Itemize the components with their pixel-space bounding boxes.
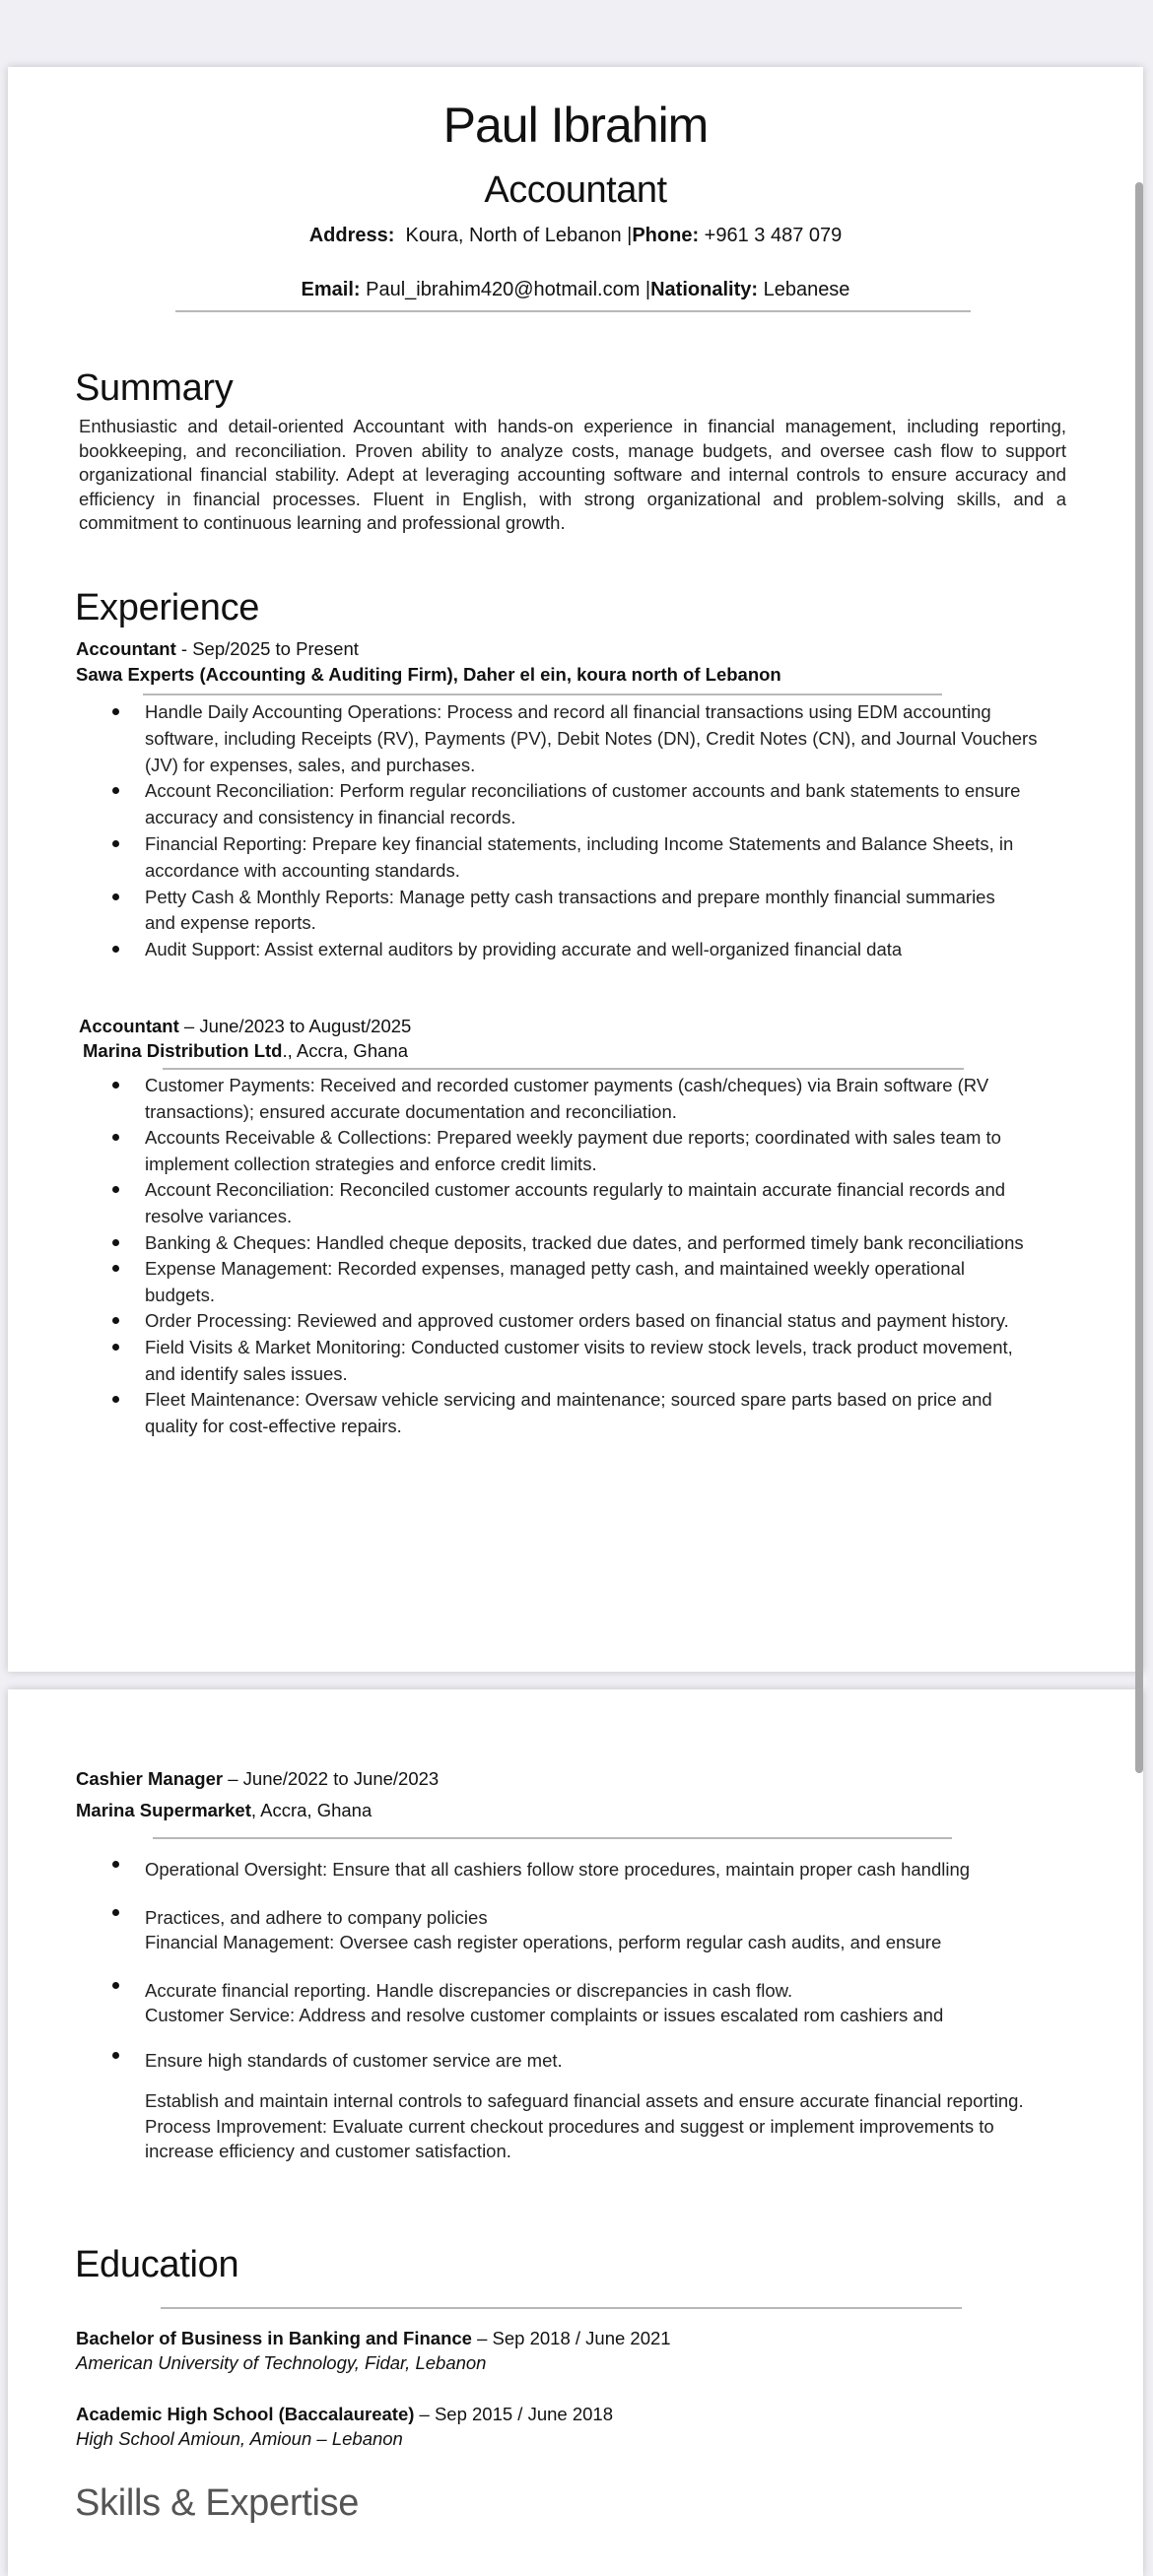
bullet-item: Fleet Maintenance: Oversaw vehicle servicing and maintenance; sourced spare parts based on price and quality for cost-effective repairs. bbox=[145, 1387, 1024, 1439]
bullet-icon bbox=[112, 1265, 119, 1272]
bullet-icon bbox=[112, 946, 119, 953]
bullet-item: Financial Reporting: Prepare key financial statements, including Income Statements and Balance Sheets, in accordance with accounting standards. bbox=[145, 831, 1037, 885]
job-1-role: Accountant bbox=[76, 638, 176, 659]
address-label: Address: bbox=[308, 225, 395, 246]
job-1-title-line bbox=[76, 638, 359, 660]
job-2-bullets bbox=[145, 1073, 1024, 1439]
bullet-item: Order Processing: Reviewed and approved customer orders based on financial status and payment history. bbox=[145, 1308, 1024, 1335]
degree-2: Academic High School (Baccalaureate) bbox=[76, 2404, 415, 2424]
job-1-divider bbox=[143, 694, 942, 695]
bullet-item: Customer Payments: Received and recorded customer payments (cash/cheques) via Brain software (RV transactions); ensured accurate documentation and reconciliation. bbox=[145, 1073, 1024, 1125]
address-value: Koura, North of Lebanon | bbox=[394, 225, 633, 246]
bullet-icon bbox=[112, 1909, 119, 1916]
education-entry-1-title bbox=[76, 2328, 671, 2349]
job-3-dates: – June/2022 to June/2023 bbox=[223, 1768, 440, 1789]
education-heading: Education bbox=[75, 2244, 239, 2285]
bullet-item: Account Reconciliation: Reconciled customer accounts regularly to maintain accurate financial records and resolve variances. bbox=[145, 1177, 1024, 1229]
document-page-2 bbox=[8, 1689, 1143, 2576]
contact-line-email-nationality bbox=[8, 279, 1143, 301]
bullet-icon bbox=[112, 1186, 119, 1193]
bullet-icon bbox=[112, 840, 119, 847]
job-1-company-line bbox=[76, 664, 781, 686]
vertical-scrollbar-thumb[interactable] bbox=[1135, 182, 1143, 1773]
degree-1-dates: – Sep 2018 / June 2021 bbox=[471, 2328, 671, 2348]
job-3-bullets bbox=[145, 1857, 1024, 2164]
bullet-icon bbox=[112, 893, 119, 900]
bullet-item: Accurate financial reporting. Handle discrepancies or discrepancies in cash flow. Customer Service: Address and resolve customer complaints or issues escalated rom cashiers and bbox=[145, 1978, 1024, 2028]
bullet-item: Operational Oversight: Ensure that all cashiers follow store procedures, maintain proper cash handling bbox=[145, 1857, 1024, 1882]
bullet-item: Banking & Cheques: Handled cheque deposits, tracked due dates, and performed timely bank reconciliations bbox=[145, 1230, 1024, 1257]
job-3-company: Marina Supermarket bbox=[76, 1800, 251, 1820]
education-divider bbox=[161, 2307, 962, 2309]
job-2-divider bbox=[163, 1068, 964, 1070]
education-entry-2-school bbox=[76, 2428, 403, 2450]
email-label: Email: bbox=[301, 279, 361, 300]
school-2: High School Amioun, Amioun – Lebanon bbox=[76, 2428, 403, 2449]
bullet-item: Practices, and adhere to company policies Financial Management: Oversee cash register operations, perform regular cash audits, and ensure bbox=[145, 1905, 1024, 1955]
job-2-company-line bbox=[83, 1040, 408, 1062]
degree-2-dates: – Sep 2015 / June 2018 bbox=[414, 2404, 614, 2424]
job-2-title-line bbox=[79, 1016, 411, 1037]
job-1-dates: - Sep/2025 to Present bbox=[175, 638, 359, 659]
bullet-item: Ensure high standards of customer service are met. bbox=[145, 2048, 1024, 2074]
bullet-icon bbox=[112, 1134, 119, 1141]
job-1-bullets bbox=[145, 699, 1037, 963]
bullet-item: Handle Daily Accounting Operations: Process and record all financial transactions using EDM accounting software, including Receipts (RV), Payments (PV), Debit Notes (DN), Credit Notes (CN), and Journal Vouchers (JV) for expenses, sales, and purchases. bbox=[145, 699, 1037, 778]
bullet-item: Account Reconciliation: Perform regular reconciliations of customer accounts and bank statements to ensure accuracy and consistency in financial records. bbox=[145, 778, 1037, 831]
job-2-role: Accountant bbox=[79, 1016, 179, 1036]
phone-label: Phone: bbox=[632, 225, 700, 246]
nationality-label: Nationality: bbox=[650, 279, 759, 300]
summary-text: Enthusiastic and detail-oriented Accountant with hands-on experience in financial management, including reporting, bookkeeping, and reconciliation. Proven ability to analyze costs, manage budgets, and oversee cash flow to support organizational financial stability. Adept at leveraging accounting software and internal controls to ensure accuracy and efficiency in financial processes. Fluent in English, with strong organizational and problem-solving skills, and a commitment to continuous learning and professional growth. bbox=[79, 416, 1066, 534]
next-section-heading-partial: Skills & Expertise bbox=[75, 2482, 360, 2524]
candidate-title: Accountant bbox=[484, 169, 667, 211]
bullet-icon bbox=[112, 1239, 119, 1246]
phone-value: +961 3 487 079 bbox=[699, 225, 843, 246]
contact-line-address-phone bbox=[8, 225, 1143, 247]
bullet-item: Accounts Receivable & Collections: Prepared weekly payment due reports; coordinated with sales team to implement collection strategies and enforce credit limits. bbox=[145, 1125, 1024, 1177]
education-entry-1-school bbox=[76, 2352, 486, 2374]
job-2-dates: – June/2023 to August/2025 bbox=[178, 1016, 412, 1036]
bullet-icon bbox=[112, 1344, 119, 1351]
bullet-icon bbox=[112, 1317, 119, 1324]
bullet-icon bbox=[112, 1082, 119, 1089]
nationality-value: Lebanese bbox=[758, 279, 850, 300]
email-value[interactable]: Paul_ibrahim420@hotmail.com | bbox=[360, 279, 651, 300]
document-page-1 bbox=[8, 67, 1143, 1672]
bullet-item: Field Visits & Market Monitoring: Conducted customer visits to review stock levels, track product movement, and identify sales issues. bbox=[145, 1335, 1024, 1387]
trailing-paragraph: Establish and maintain internal controls to safeguard financial assets and ensure accurate financial reporting. Process Improvement: Evaluate current checkout procedures and suggest or implement improvements to increase efficiency and customer satisfaction. bbox=[145, 2090, 1024, 2161]
education-entry-2-title bbox=[76, 2404, 613, 2425]
degree-1: Bachelor of Business in Banking and Finance bbox=[76, 2328, 472, 2348]
bullet-item: Petty Cash & Monthly Reports: Manage petty cash transactions and prepare monthly financial summaries and expense reports. bbox=[145, 885, 1037, 938]
bullet-icon bbox=[112, 787, 119, 794]
job-3-role: Cashier Manager bbox=[76, 1768, 224, 1789]
bullet-icon bbox=[112, 1982, 119, 1989]
bullet-item: Audit Support: Assist external auditors by providing accurate and well-organized financial data bbox=[145, 937, 1037, 963]
job-3-divider bbox=[153, 1837, 952, 1839]
bullet-icon bbox=[112, 2052, 119, 2059]
job-3-company-line bbox=[76, 1800, 372, 1821]
job-2-location: ., Accra, Ghana bbox=[282, 1040, 408, 1061]
job-3-title-line bbox=[76, 1768, 439, 1790]
bullet-item: Expense Management: Recorded expenses, managed petty cash, and maintained weekly operational budgets. bbox=[145, 1256, 1024, 1308]
header-divider bbox=[175, 310, 971, 312]
summary-heading: Summary bbox=[75, 367, 234, 409]
candidate-name: Paul Ibrahim bbox=[442, 98, 709, 153]
job-3-location: , Accra, Ghana bbox=[250, 1800, 373, 1820]
bullet-icon bbox=[112, 708, 119, 715]
school-1: American University of Technology, Fidar, Lebanon bbox=[76, 2352, 487, 2373]
job-2-company: Marina Distribution Ltd bbox=[83, 1040, 283, 1061]
experience-heading: Experience bbox=[75, 587, 260, 628]
job-1-company: Sawa Experts (Accounting & Auditing Firm), Daher el ein, koura north of Lebanon bbox=[76, 664, 781, 685]
bullet-icon bbox=[112, 1861, 119, 1868]
bullet-icon bbox=[112, 1396, 119, 1403]
